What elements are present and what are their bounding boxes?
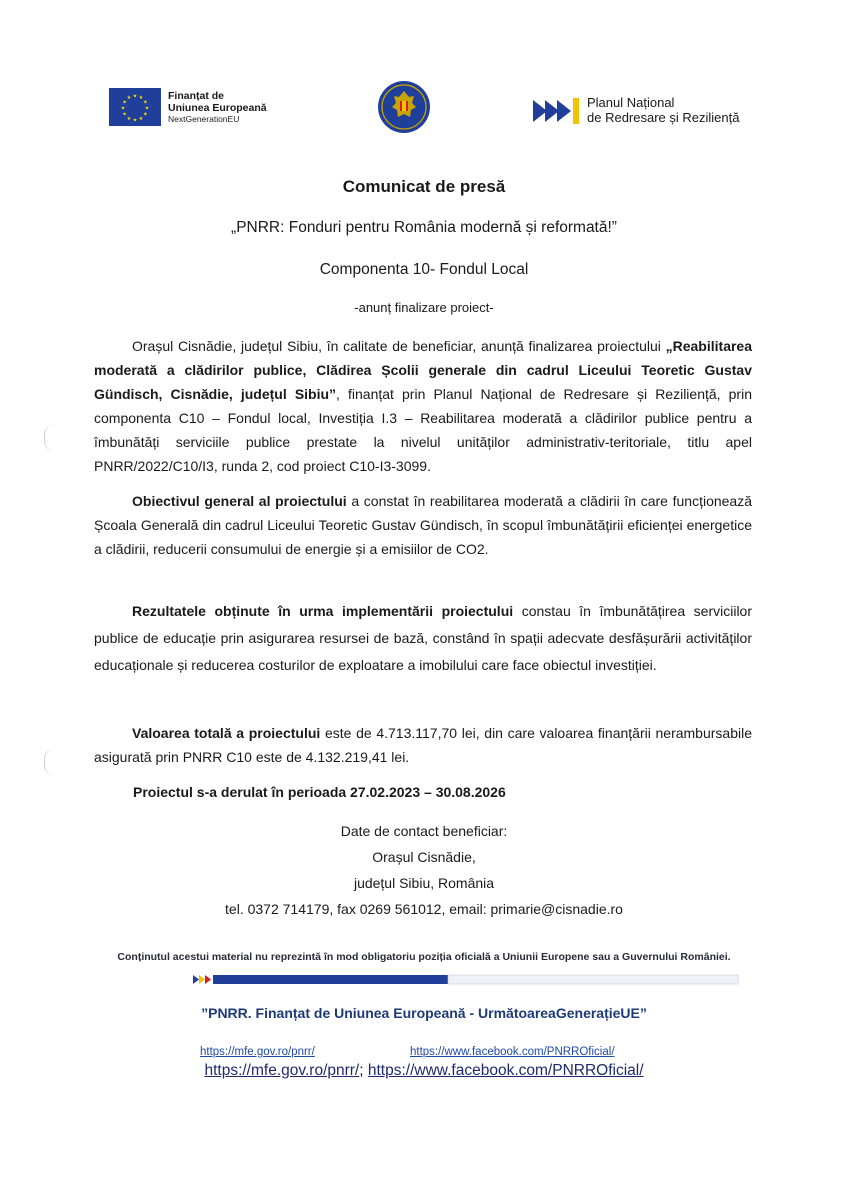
link-mfe[interactable]: https://mfe.gov.ro/pnrr/ <box>204 1062 360 1079</box>
eu-star-icon: ★ <box>144 105 150 112</box>
subtitle: -anunț finalizare proiect- <box>354 300 494 315</box>
pnrr-logo-text <box>587 96 739 126</box>
disclaimer: Conținutul acestui material nu reprezintă în mod obligatoriu poziția oficială a Uniunii Europene sau a Guvernului României. <box>117 951 731 963</box>
pnrr-logo <box>533 96 739 126</box>
intro-rest-text: , finanțat prin Planul Național de Redresare și Reziliență, prin componenta C10 – Fondul local, Investiția I.3 – Reabilitarea moderată a clădirilor publice pentru a îmbunătăți serviciile publice prestate la nivelul unităților administrativ-teritoriale, titlu apel PNRR/2022/C10/I3, runda 2, cod proiect C10-I3-3099. <box>94 386 752 474</box>
eu-star-icon: ★ <box>132 117 138 124</box>
paragraph-results <box>94 598 752 679</box>
results-lead: Rezultatele obținute în urma implementării proiectului <box>132 603 514 619</box>
objective-lead: Obiectivul general al proiectului <box>132 493 347 509</box>
value-lead: Valoarea totală a proiectului <box>132 725 321 741</box>
link-mfe-small[interactable]: https://mfe.gov.ro/pnrr/ <box>200 1046 315 1058</box>
component-heading: Componenta 10- Fondul Local <box>319 261 529 278</box>
link-facebook-small[interactable]: https://www.facebook.com/PNRROficial/ <box>410 1046 615 1058</box>
funded-by-slogan: ”PNRR. Finanțat de Uniunea Europeană - UrmătoareaGenerațieUE” <box>201 1005 647 1021</box>
project-name: „Reabilitarea moderată a clădirilor publice, Clădirea Școlii generale din cadrul Liceului Teoretic Gustav Gündisch, Cisnădie, județul Sibiu” <box>94 338 752 402</box>
eu-logo-line2: Uniunea Europeană <box>168 101 267 114</box>
contact-details: tel. 0372 714179, fax 0269 561012, email: primarie@cisnadie.ro <box>225 901 623 917</box>
eu-star-icon: ★ <box>143 99 148 106</box>
links-separator: ; <box>359 1062 368 1079</box>
eu-star-icon: ★ <box>138 95 144 102</box>
eu-star-icon: ★ <box>138 115 144 122</box>
pnrr-logo-line2: de Redresare și Reziliență <box>587 110 740 125</box>
eu-funding-logo <box>109 88 267 126</box>
results-text: constau în îmbunătățirea serviciilor publice de educație prin asigurarea resursei de bază, constând în spații adecvate desfășurării activităților educaționale și reducerea costurilor de exploatare a imobilului care face obiectul investiției. <box>94 603 752 673</box>
link-facebook[interactable]: https://www.facebook.com/PNRROficial/ <box>367 1062 644 1079</box>
eu-flag-icon <box>109 88 161 126</box>
value-text: este de 4.713.117,70 lei, din care valoarea finanțării nerambursabile asigurată prin PNRR C10 este de 4.132.219,41 lei. <box>94 725 752 765</box>
eu-star-icon: ★ <box>143 111 148 118</box>
project-period: Proiectul s-a derulat în perioada 27.02.2023 – 30.08.2026 <box>133 784 506 800</box>
eu-star-icon: ★ <box>122 111 127 118</box>
romania-government-crest-icon <box>376 79 432 135</box>
scan-margin-mark <box>44 425 59 451</box>
objective-text: a constat în reabilitarea moderată a clădirii în care funcționează Școala Generală din cadrul Liceului Teoretic Gustav Gündisch, în scopul îmbunătățirii eficienței energetice a clădirii, reducerii consumului de energie și a emisiilor de CO2. <box>94 493 752 557</box>
intro-text: Orașul Cisnădie, județul Sibiu, în calitate de beneficiar, anunță finalizarea proiectului <box>132 338 661 354</box>
contact-location: județul Sibiu, România <box>353 875 495 891</box>
footer-strip <box>193 974 739 985</box>
pnrr-logo-line1: Planul Național <box>587 95 675 111</box>
pnrr-arrows-icon <box>533 96 583 126</box>
slogan: „PNRR: Fonduri pentru România modernă și reformată!” <box>231 219 617 236</box>
page-title: Comunicat de presă <box>342 177 506 196</box>
eu-logo-text <box>168 90 267 125</box>
eu-star-icon: ★ <box>120 105 126 112</box>
eu-logo-line3: NextGenerationEU <box>168 114 240 125</box>
eu-logo-line1: Finanțat de <box>168 89 225 102</box>
paragraph-value <box>94 721 752 769</box>
eu-star-icon: ★ <box>132 93 138 100</box>
contact-name: Orașul Cisnădie, <box>372 849 476 865</box>
eu-star-icon: ★ <box>122 99 127 106</box>
links-line <box>0 1062 848 1080</box>
paragraph-objective <box>94 489 752 561</box>
scan-margin-mark <box>44 749 59 775</box>
eu-star-icon: ★ <box>126 115 132 122</box>
paragraph-project-intro <box>94 334 752 478</box>
contact-block <box>0 818 848 922</box>
contact-label: Date de contact beneficiar: <box>340 823 508 839</box>
eu-star-icon: ★ <box>126 95 132 102</box>
